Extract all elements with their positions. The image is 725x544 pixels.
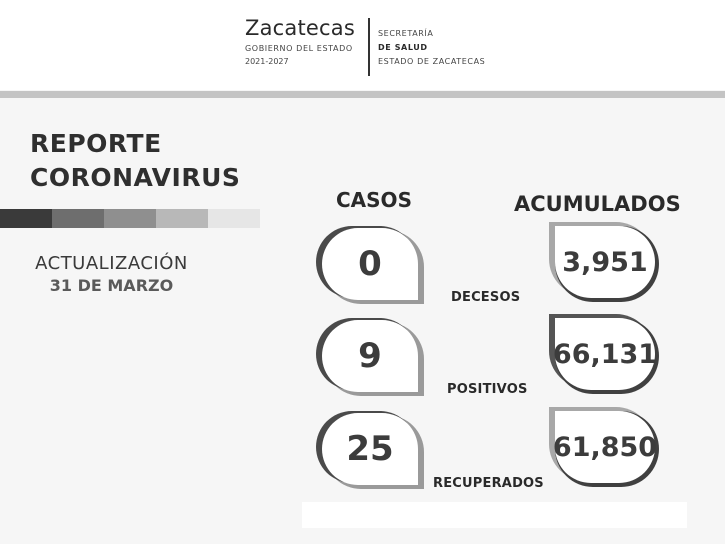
- update-info: [24, 253, 199, 297]
- positives-label: POSITIVOS: [447, 382, 528, 397]
- deaths-label: DECESOS: [451, 290, 521, 305]
- color-swatch: [52, 209, 104, 228]
- recovered-cases-value: 25: [322, 413, 418, 485]
- title-line-2: CORONAVIRUS: [30, 163, 241, 192]
- color-swatch: [0, 209, 52, 228]
- positives-cases-bubble: [316, 318, 421, 394]
- update-label: ACTUALIZACIÓN: [35, 253, 188, 274]
- color-swatch: [156, 209, 208, 228]
- recovered-accumulated-bubble: [549, 407, 659, 487]
- recovered-cases-bubble: [316, 411, 421, 487]
- dept-line-1: SECRETARÍA: [378, 29, 434, 38]
- positives-accumulated-value: 66,131: [555, 318, 655, 390]
- accumulated-column-header: ACUMULADOS: [514, 192, 681, 216]
- dept-line-2: DE SALUD: [378, 43, 428, 52]
- deaths-accumulated-bubble: [549, 222, 659, 302]
- recovered-accumulated-value: 61,850: [555, 411, 655, 483]
- government-logo: [245, 16, 355, 68]
- footer-box: [302, 502, 687, 528]
- department-logo: [378, 27, 485, 69]
- dept-line-3: ESTADO DE ZACATECAS: [378, 57, 486, 66]
- color-swatch: [104, 209, 156, 228]
- update-date: 31 DE MARZO: [49, 276, 174, 295]
- header: [0, 0, 725, 90]
- brand-years: 2021-2027: [245, 57, 289, 66]
- cases-column-header: CASOS: [336, 188, 412, 212]
- brand-title: Zacatecas: [245, 16, 355, 40]
- positives-cases-value: 9: [322, 320, 418, 392]
- logo-divider: [368, 18, 370, 76]
- deaths-accumulated-value: 3,951: [555, 226, 655, 298]
- brand-subtitle: GOBIERNO DEL ESTADO: [245, 44, 353, 53]
- header-band: [0, 91, 725, 98]
- color-bar: [0, 209, 260, 228]
- deaths-cases-bubble: [316, 226, 421, 302]
- title-line-1: REPORTE: [30, 129, 162, 158]
- color-swatch: [208, 209, 260, 228]
- deaths-cases-value: 0: [322, 228, 418, 300]
- positives-accumulated-bubble: [549, 314, 659, 394]
- recovered-label: RECUPERADOS: [433, 476, 544, 491]
- report-title: [30, 127, 240, 195]
